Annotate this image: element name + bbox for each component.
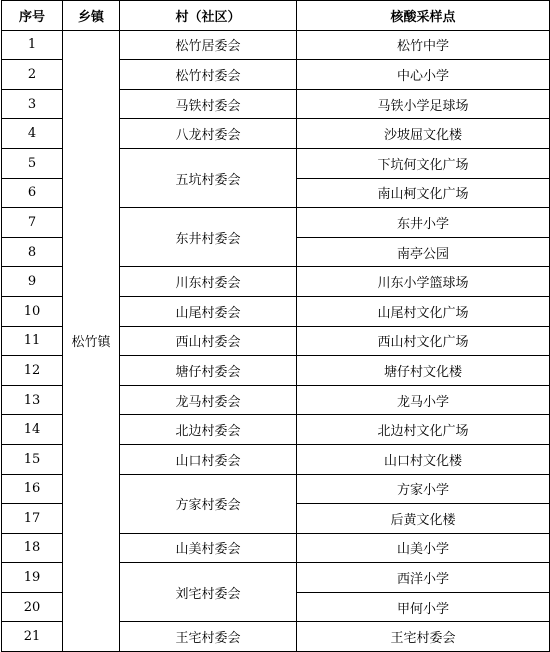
site-cell: 川东小学篮球场: [297, 267, 550, 297]
site-cell: 南亭公园: [297, 237, 550, 267]
seq-cell: 2: [2, 60, 63, 90]
village-cell: 王宅村委会: [120, 622, 297, 652]
site-cell: 王宅村委会: [297, 622, 550, 652]
header-village: 村（社区）: [120, 1, 297, 31]
site-cell: 山美小学: [297, 533, 550, 563]
site-cell: 中心小学: [297, 60, 550, 90]
seq-cell: 3: [2, 89, 63, 119]
village-cell: 山口村委会: [120, 444, 297, 474]
site-cell: 龙马小学: [297, 385, 550, 415]
village-cell: 山美村委会: [120, 533, 297, 563]
site-cell: 甲何小学: [297, 592, 550, 622]
seq-cell: 1: [2, 30, 63, 60]
seq-cell: 13: [2, 385, 63, 415]
seq-cell: 18: [2, 533, 63, 563]
seq-cell: 5: [2, 148, 63, 178]
seq-cell: 17: [2, 504, 63, 534]
village-cell: 西山村委会: [120, 326, 297, 356]
seq-cell: 16: [2, 474, 63, 504]
village-cell: 塘仔村委会: [120, 356, 297, 386]
site-cell: 方家小学: [297, 474, 550, 504]
site-cell: 沙坡屈文化楼: [297, 119, 550, 149]
seq-cell: 8: [2, 237, 63, 267]
site-cell: 松竹中学: [297, 30, 550, 60]
seq-cell: 15: [2, 444, 63, 474]
site-cell: 北边村文化广场: [297, 415, 550, 445]
village-cell: 龙马村委会: [120, 385, 297, 415]
village-cell: 松竹居委会: [120, 30, 297, 60]
village-cell: 八龙村委会: [120, 119, 297, 149]
seq-cell: 19: [2, 563, 63, 593]
site-cell: 西山村文化广场: [297, 326, 550, 356]
seq-cell: 9: [2, 267, 63, 297]
village-cell: 北边村委会: [120, 415, 297, 445]
village-cell: 方家村委会: [120, 474, 297, 533]
seq-cell: 14: [2, 415, 63, 445]
site-cell: 下坑何文化广场: [297, 148, 550, 178]
seq-cell: 20: [2, 592, 63, 622]
header-site: 核酸采样点: [297, 1, 550, 31]
village-cell: 五坑村委会: [120, 148, 297, 207]
seq-cell: 6: [2, 178, 63, 208]
village-cell: 山尾村委会: [120, 296, 297, 326]
sampling-sites-table: [1, 0, 550, 652]
site-cell: 东井小学: [297, 208, 550, 238]
town-cell: 松竹镇: [63, 30, 120, 651]
site-cell: 后黄文化楼: [297, 504, 550, 534]
village-cell: 松竹村委会: [120, 60, 297, 90]
site-cell: 塘仔村文化楼: [297, 356, 550, 386]
seq-cell: 4: [2, 119, 63, 149]
seq-cell: 21: [2, 622, 63, 652]
village-cell: 东井村委会: [120, 208, 297, 267]
village-cell: 川东村委会: [120, 267, 297, 297]
village-cell: 刘宅村委会: [120, 563, 297, 622]
seq-cell: 11: [2, 326, 63, 356]
table-row: [2, 30, 550, 60]
site-cell: 马铁小学足球场: [297, 89, 550, 119]
site-cell: 南山柯文化广场: [297, 178, 550, 208]
village-cell: 马铁村委会: [120, 89, 297, 119]
header-town: 乡镇: [63, 1, 120, 31]
seq-cell: 10: [2, 296, 63, 326]
seq-cell: 12: [2, 356, 63, 386]
site-cell: 山尾村文化广场: [297, 296, 550, 326]
header-seq: 序号: [2, 1, 63, 31]
seq-cell: 7: [2, 208, 63, 238]
site-cell: 西洋小学: [297, 563, 550, 593]
table-header-row: [2, 1, 550, 31]
site-cell: 山口村文化楼: [297, 444, 550, 474]
